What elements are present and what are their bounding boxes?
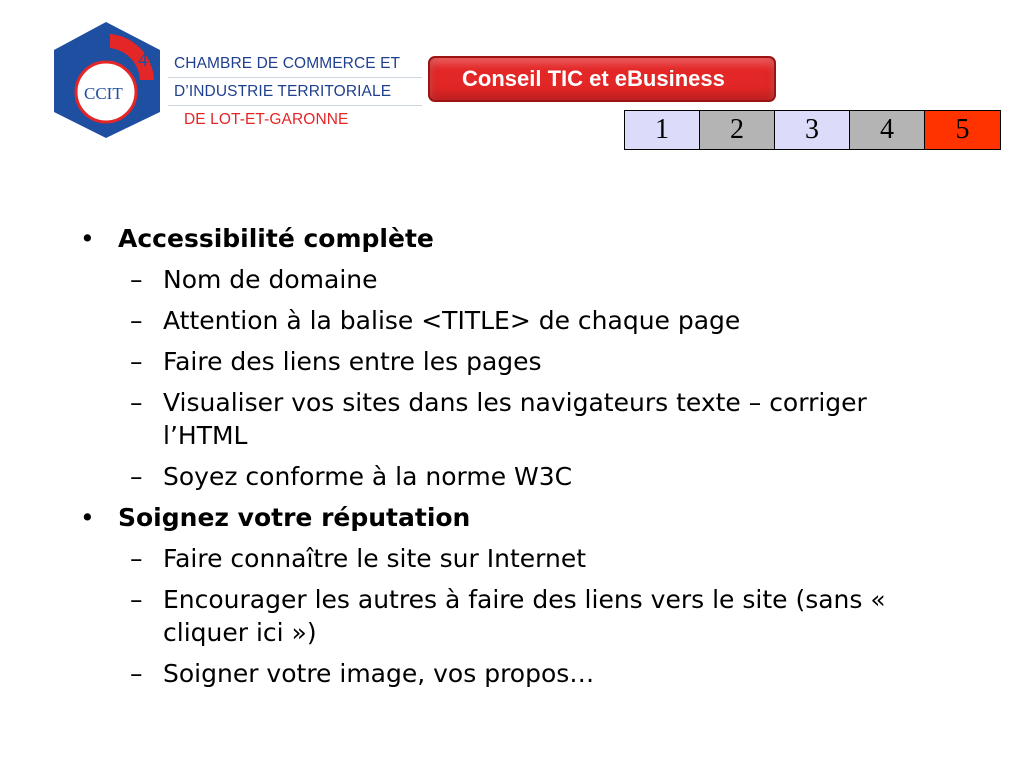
- logo-line-3: [168, 106, 422, 133]
- list-item: [80, 263, 943, 296]
- page-link-4[interactable]: 4: [850, 111, 925, 149]
- list-item: [80, 386, 943, 452]
- list-item-text: Soigner votre image, vos propos…: [163, 659, 595, 688]
- logo-acronym: CCIT: [84, 84, 123, 103]
- bullet-marker: •: [80, 224, 95, 253]
- list-item-text: Encourager les autres à faire des liens vers le site (sans « cliquer ici »): [163, 585, 886, 647]
- section-heading: [80, 222, 980, 255]
- list-item: [80, 345, 943, 378]
- dash-marker: –: [130, 306, 143, 335]
- list-item: [80, 542, 943, 575]
- conseil-banner: Conseil TIC et eBusiness: [428, 56, 776, 102]
- dash-marker: –: [130, 265, 143, 294]
- page-link-1[interactable]: 1: [625, 111, 700, 149]
- page-navigation: [624, 110, 1001, 150]
- dash-marker: –: [130, 544, 143, 573]
- dash-marker: –: [130, 388, 143, 417]
- list-item-text: Faire connaître le site sur Internet: [163, 544, 586, 573]
- list-item: [80, 657, 943, 690]
- dash-marker: –: [130, 462, 143, 491]
- logo-number: 47: [138, 49, 158, 71]
- logo-line-2: D’INDUSTRIE TERRITORIALE: [168, 78, 422, 106]
- list-item-text: Nom de domaine: [163, 265, 378, 294]
- list-item-text: Visualiser vos sites dans les navigateurs texte – corriger l’HTML: [163, 388, 867, 450]
- section-title: Accessibilité complète: [118, 224, 434, 253]
- cci-emblem: [46, 20, 170, 140]
- slide-content: [80, 222, 980, 698]
- list-item-text: Attention à la balise <TITLE> de chaque page: [163, 306, 741, 335]
- logo-text: [168, 50, 422, 133]
- page-link-3[interactable]: 3: [775, 111, 850, 149]
- list-item: [80, 460, 943, 493]
- bullet-marker: •: [80, 503, 95, 532]
- section-title: Soignez votre réputation: [118, 503, 471, 532]
- dash-marker: –: [130, 659, 143, 688]
- dash-marker: –: [130, 347, 143, 376]
- logo-line-3-text: DE LOT-ET-GARONNE: [184, 111, 349, 128]
- page-link-5[interactable]: 5: [925, 111, 1000, 149]
- logo-line-1: CHAMBRE DE COMMERCE ET: [168, 50, 422, 78]
- list-item: [80, 304, 943, 337]
- list-item: [80, 583, 943, 649]
- section-heading: [80, 501, 980, 534]
- list-item-text: Soyez conforme à la norme W3C: [163, 462, 573, 491]
- cci-logo: [46, 20, 422, 140]
- dash-marker: –: [130, 585, 143, 614]
- list-item-text: Faire des liens entre les pages: [163, 347, 542, 376]
- page-link-2[interactable]: 2: [700, 111, 775, 149]
